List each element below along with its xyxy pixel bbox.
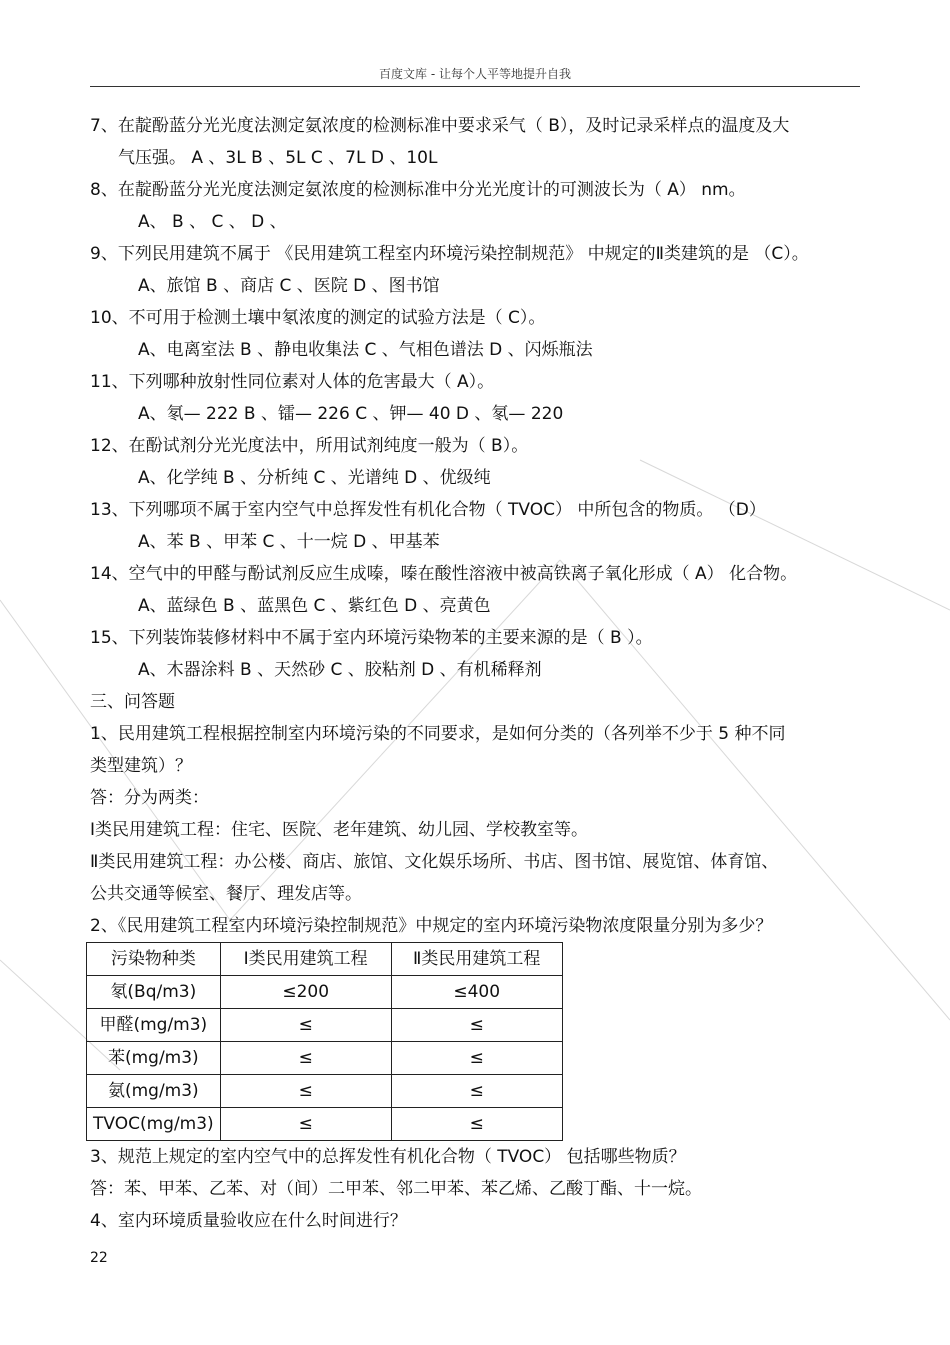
question-stem: 15、下列装饰装修材料中不属于室内环境污染物苯的主要来源的是（ B ）。 (90, 628, 653, 648)
table-header-row (87, 943, 563, 976)
question-stem: 14、空气中的甲醛与酚试剂反应生成嗪，嗪在酸性溶液中被高铁离子氧化形成（ A） 化合物。 (90, 564, 798, 584)
answer-text: Ⅱ类民用建筑工程：办公楼、商店、旅馆、文化娱乐场所、书店、图书馆、展览馆、体育馆、 (90, 852, 779, 872)
table-cell: ≤ (220, 1108, 391, 1141)
choice-question (90, 494, 865, 558)
pollutant-limits-table (86, 942, 563, 1141)
section-title: 三、问答题 (90, 692, 175, 712)
question-options: A、化学纯 B 、分析纯 C 、光谱纯 D 、优级纯 (138, 468, 491, 488)
choice-question (90, 558, 865, 622)
answer-text: 答：苯、甲苯、乙苯、对（间）二甲苯、邻二甲苯、苯乙烯、乙酸丁酯、十一烷。 (90, 1179, 702, 1199)
table-row (87, 1108, 563, 1141)
question-options: A、 B 、 C 、 D 、 (138, 212, 287, 232)
choice-question (90, 366, 865, 430)
table-cell: ≤ (220, 1009, 391, 1042)
question-stem: 8、在靛酚蓝分光光度法测定氨浓度的检测标准中分光光度计的可测波长为（ A） nm。 (90, 180, 746, 200)
choice-question (90, 238, 865, 302)
table-cell: ≤ (391, 1009, 562, 1042)
question-text: 2、《民用建筑工程室内环境污染控制规范》中规定的室内环境污染物浓度限量分别为多少？ (90, 916, 773, 936)
question-options: 气压强。 A 、3L B 、5L C 、7L D 、10L (118, 148, 438, 168)
question-options: A、木器涂料 B 、天然砂 C 、胶粘剂 D 、有机稀释剂 (138, 660, 542, 680)
header-text: 百度文库 - 让每个人平等地提升自我 (379, 67, 571, 81)
question-text: 1、民用建筑工程根据控制室内环境污染的不同要求，是如何分类的（各列举不少于 5 种不同 (90, 724, 786, 744)
table-header-cell: 污染物种类 (87, 943, 221, 976)
table-cell: 氨(mg/m3) (87, 1075, 221, 1108)
table-cell: ≤ (220, 1075, 391, 1108)
table-row (87, 1042, 563, 1075)
question-options: A、氡— 222 B 、镭— 226 C 、钾— 40 D 、氡— 220 (138, 404, 564, 424)
table-cell: ≤ (391, 1108, 562, 1141)
table-cell: ≤200 (220, 976, 391, 1009)
table-header-cell: Ⅰ类民用建筑工程 (220, 943, 391, 976)
table-cell: 苯(mg/m3) (87, 1042, 221, 1075)
table-row (87, 976, 563, 1009)
question-stem: 10、不可用于检测土壤中氡浓度的测定的试验方法是（ C）。 (90, 308, 546, 328)
choice-question (90, 622, 865, 686)
document-body (90, 110, 865, 1237)
question-stem: 11、下列哪种放射性同位素对人体的危害最大（ A）。 (90, 372, 495, 392)
table-cell: TVOC(mg/m3) (87, 1108, 221, 1141)
question-stem: 12、在酚试剂分光光度法中，所用试剂纯度一般为（ B）。 (90, 436, 529, 456)
table-cell: ≤ (220, 1042, 391, 1075)
question-options: A、苯 B 、甲苯 C 、十一烷 D 、甲基苯 (138, 532, 440, 552)
question-stem: 13、下列哪项不属于室内空气中总挥发性有机化合物（ TVOC） 中所包含的物质。 （D） (90, 500, 766, 520)
question-stem: 9、下列民用建筑不属于 《民用建筑工程室内环境污染控制规范》 中规定的Ⅱ类建筑的是 （C）。 (90, 244, 809, 264)
table-row (87, 1075, 563, 1108)
choice-question (90, 302, 865, 366)
answer-text: Ⅰ类民用建筑工程：住宅、医院、老年建筑、幼儿园、学校教室等。 (90, 820, 589, 840)
question-text: 3、规范上规定的室内空气中的总挥发性有机化合物（ TVOC） 包括哪些物质？ (90, 1147, 686, 1167)
table-cell: ≤400 (391, 976, 562, 1009)
table-row (87, 1009, 563, 1042)
choice-question (90, 430, 865, 494)
page-number: 22 (90, 1250, 108, 1266)
answer-text: 答：分为两类： (90, 788, 209, 808)
question-options: A、蓝绿色 B 、蓝黑色 C 、紫红色 D 、亮黄色 (138, 596, 491, 616)
choice-question (90, 174, 865, 238)
choice-question (90, 110, 865, 174)
table-cell: ≤ (391, 1042, 562, 1075)
question-text: 类型建筑）？ (90, 756, 192, 776)
table-header-cell: Ⅱ类民用建筑工程 (391, 943, 562, 976)
question-options: A、电离室法 B 、静电收集法 C 、气相色谱法 D 、闪烁瓶法 (138, 340, 593, 360)
question-text: 4、室内环境质量验收应在什么时间进行？ (90, 1211, 407, 1231)
answer-text: 公共交通等候室、餐厅、理发店等。 (90, 884, 362, 904)
table-cell: 甲醛(mg/m3) (87, 1009, 221, 1042)
question-options: A、旅馆 B 、商店 C 、医院 D 、图书馆 (138, 276, 440, 296)
question-stem: 7、在靛酚蓝分光光度法测定氨浓度的检测标准中要求采气（ B），及时记录采样点的温度及大 (90, 116, 790, 136)
table-cell: 氡(Bq/m3) (87, 976, 221, 1009)
page-header (90, 66, 860, 87)
table-cell: ≤ (391, 1075, 562, 1108)
